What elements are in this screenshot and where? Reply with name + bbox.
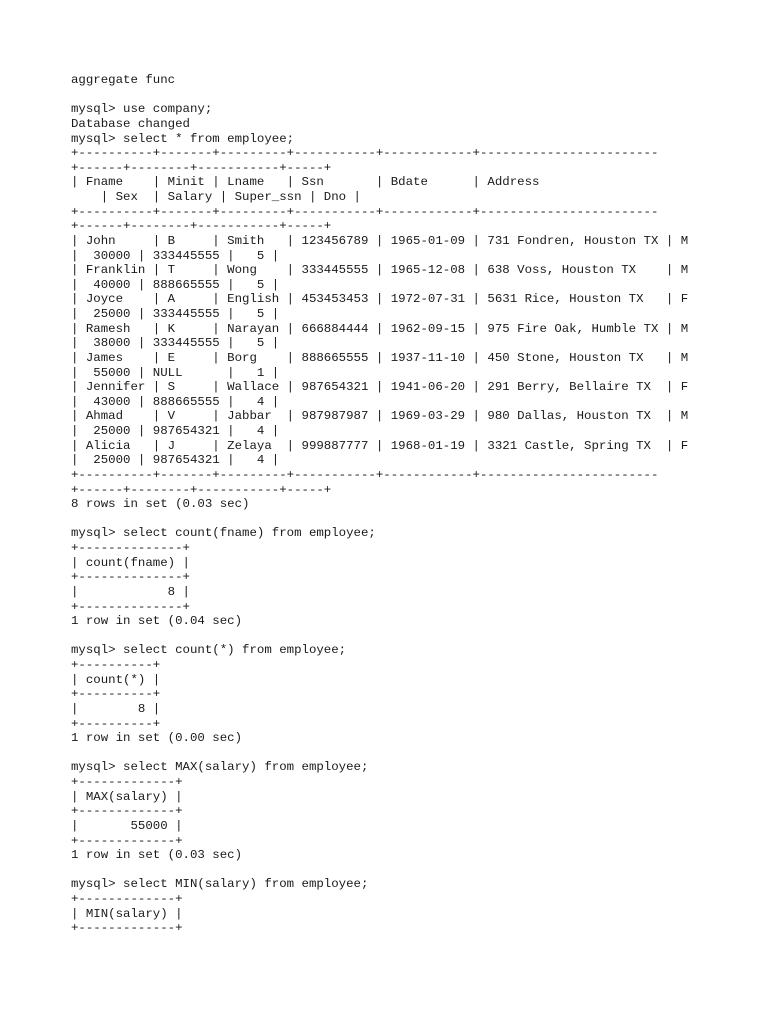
table-row: | 55000 | [71, 818, 183, 833]
table-row: | MIN(salary) | [71, 906, 183, 921]
document-heading: aggregate func [71, 73, 176, 87]
console-line: Database changed [71, 116, 190, 131]
blank-line [71, 512, 761, 527]
table-row: +----------+ [71, 716, 161, 731]
table-row: | James | E | Borg | 888665555 | 1937-11-10 | 450 Stone, Houston TX | M [71, 350, 689, 365]
result-summary: 1 row in set (0.03 sec) [71, 848, 243, 863]
result-summary: 1 row in set (0.04 sec) [71, 614, 243, 629]
table-row: | count(fname) | [71, 555, 190, 570]
document-page [71, 73, 761, 936]
table-row: | 8 | [71, 584, 190, 599]
table-row: | 38000 | 333445555 | 5 | [71, 336, 280, 351]
table-row: | 25000 | 987654321 | 4 | [71, 453, 280, 468]
query-prompt: mysql> select count(*) from employee; [71, 643, 347, 658]
query-prompt: mysql> select count(fname) from employee; [71, 526, 376, 541]
table-row: | 55000 | NULL | 1 | [71, 365, 280, 380]
table-row: +----------+ [71, 658, 161, 672]
result-table [71, 541, 761, 614]
table-row: +--------------+ [71, 599, 190, 614]
result-summary: 1 row in set (0.00 sec) [71, 731, 243, 746]
query-prompt: mysql> select * from employee; [71, 131, 295, 146]
query-prompt: mysql> select MAX(salary) from employee; [71, 760, 369, 775]
table-row: | Franklin | T | Wong | 333445555 | 1965-12-08 | 638 Voss, Houston TX | M [71, 263, 689, 278]
query-prompt: mysql> select MIN(salary) from employee; [71, 877, 369, 892]
blank-line [71, 746, 761, 761]
table-row: | count(*) | [71, 672, 161, 687]
table-row: | Alicia | J | Zelaya | 999887777 | 1968-01-19 | 3321 Castle, Spring TX | F [71, 438, 689, 453]
result-table [71, 892, 761, 936]
result-table [71, 658, 761, 731]
table-row: +----------+-------+---------+-----------+------------+------------------------ [71, 204, 659, 219]
blank-line [71, 863, 761, 878]
table-row: | John | B | Smith | 123456789 | 1965-01-09 | 731 Fondren, Houston TX | M [71, 233, 689, 248]
table-row: +-------------+ [71, 921, 183, 936]
result-summary: 8 rows in set (0.03 sec) [71, 497, 250, 512]
query-block [71, 643, 761, 760]
table-row: | Ramesh | K | Narayan | 666884444 | 1962-09-15 | 975 Fire Oak, Humble TX | M [71, 321, 689, 336]
table-row: +-------------+ [71, 833, 183, 848]
blank-line [71, 88, 761, 103]
query-block [71, 877, 761, 936]
table-row: | 25000 | 987654321 | 4 | [71, 424, 280, 438]
table-row: | Sex | Salary | Super_ssn | Dno | [71, 190, 361, 204]
table-row: +-------------+ [71, 804, 183, 819]
table-row: | Fname | Minit | Lname | Ssn | Bdate | Address [71, 175, 540, 190]
table-row: +----------+-------+---------+-----------+------------+------------------------ [71, 146, 659, 161]
table-row: +-------------+ [71, 892, 183, 906]
table-row: | 43000 | 888665555 | 4 | [71, 394, 280, 409]
table-row: +-------------+ [71, 775, 183, 789]
query-block [71, 760, 761, 877]
query-block [71, 526, 761, 643]
query-list [71, 132, 761, 936]
table-row: | 40000 | 888665555 | 5 | [71, 277, 280, 292]
session-intro [71, 102, 761, 131]
result-table [71, 775, 761, 848]
table-row: | Joyce | A | English | 453453453 | 1972-07-31 | 5631 Rice, Houston TX | F [71, 292, 689, 307]
table-row: +----------+ [71, 687, 161, 702]
table-row: +------+--------+-----------+-----+ [71, 160, 332, 175]
table-row: | Jennifer | S | Wallace | 987654321 | 1941-06-20 | 291 Berry, Bellaire TX | F [71, 380, 689, 395]
query-block [71, 132, 761, 527]
table-row: | MAX(salary) | [71, 789, 183, 804]
console-line: mysql> use company; [71, 102, 213, 117]
table-row: +--------------+ [71, 541, 190, 555]
table-row: | Ahmad | V | Jabbar | 987987987 | 1969-03-29 | 980 Dallas, Houston TX | M [71, 409, 689, 424]
table-row: +----------+-------+---------+-----------+------------+------------------------ [71, 467, 659, 482]
blank-line [71, 629, 761, 644]
table-row: +------+--------+-----------+-----+ [71, 482, 332, 497]
table-row: +--------------+ [71, 570, 190, 585]
table-row: | 30000 | 333445555 | 5 | [71, 248, 280, 263]
table-row: | 8 | [71, 701, 161, 716]
result-table [71, 146, 761, 497]
table-row: +------+--------+-----------+-----+ [71, 219, 332, 234]
table-row: | 25000 | 333445555 | 5 | [71, 307, 280, 321]
